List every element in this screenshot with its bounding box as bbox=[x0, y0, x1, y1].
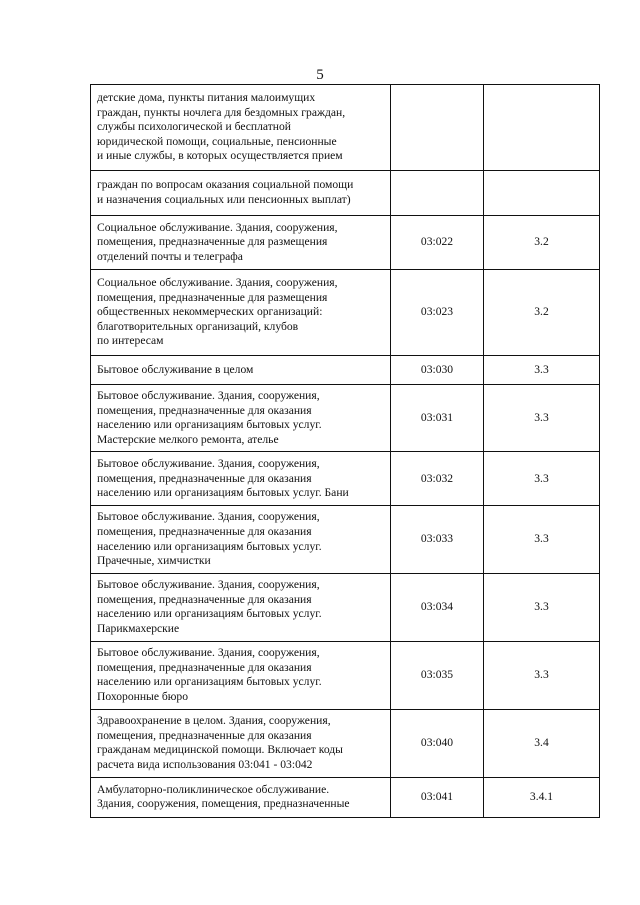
description-line: помещения, предназначенные для оказания bbox=[97, 471, 312, 485]
description-cell bbox=[91, 385, 391, 452]
description-line: Прачечные, химчистки bbox=[97, 554, 211, 568]
table-row bbox=[91, 641, 600, 709]
description-line: граждан, пункты ночлега для бездомных граждан, bbox=[97, 105, 346, 119]
classifier-number-cell: 3.4.1 bbox=[484, 777, 600, 817]
code-cell bbox=[391, 171, 484, 216]
description-line: Бытовое обслуживание. Здания, сооружения, bbox=[97, 510, 320, 524]
description-line: Бытовое обслуживание. Здания, сооружения, bbox=[97, 456, 320, 470]
table-row bbox=[91, 452, 600, 506]
classifier-number-cell: 3.3 bbox=[484, 356, 600, 385]
classifier-number-cell: 3.3 bbox=[484, 506, 600, 573]
description-line: населению или организациям бытовых услуг. bbox=[97, 418, 322, 432]
code-cell: 03:040 bbox=[391, 709, 484, 777]
classifier-number-cell: 3.3 bbox=[484, 385, 600, 452]
code-cell: 03:023 bbox=[391, 270, 484, 356]
description-line: помещения, предназначенные для размещения bbox=[97, 290, 328, 304]
table-row bbox=[91, 216, 600, 270]
description-line: детские дома, пункты питания малоимущих bbox=[97, 91, 316, 105]
description-line: общественных некоммерческих организаций: bbox=[97, 305, 323, 319]
description-line: Здравоохранение в целом. Здания, сооружения, bbox=[97, 714, 331, 728]
description-line: и иные службы, в которых осуществляется прием bbox=[97, 149, 343, 163]
description-line: Социальное обслуживание. Здания, сооружения, bbox=[97, 220, 338, 234]
classifier-number-cell: 3.3 bbox=[484, 573, 600, 641]
description-line: Мастерские мелкого ремонта, ателье bbox=[97, 432, 279, 446]
land-use-table bbox=[90, 84, 600, 818]
description-line: Парикмахерские bbox=[97, 621, 180, 635]
description-cell bbox=[91, 709, 391, 777]
code-cell: 03:033 bbox=[391, 506, 484, 573]
description-line: благотворительных организаций, клубов bbox=[97, 319, 299, 333]
description-line: Бытовое обслуживание. Здания, сооружения, bbox=[97, 578, 320, 592]
description-line: расчета вида использования 03:041 - 03:042 bbox=[97, 757, 313, 771]
description-cell bbox=[91, 506, 391, 573]
classifier-number-cell: 3.3 bbox=[484, 641, 600, 709]
description-line: населению или организациям бытовых услуг. bbox=[97, 607, 322, 621]
description-line: и назначения социальных или пенсионных выплат) bbox=[97, 193, 351, 206]
description-line: по интересам bbox=[97, 334, 164, 348]
table-row bbox=[91, 385, 600, 452]
table-row bbox=[91, 506, 600, 573]
description-line: населению или организациям бытовых услуг. Бани bbox=[97, 486, 349, 500]
description-cell bbox=[91, 270, 391, 356]
description-line: помещения, предназначенные для оказания bbox=[97, 660, 312, 674]
code-cell: 03:022 bbox=[391, 216, 484, 270]
description-cell bbox=[91, 641, 391, 709]
description-line: населению или организациям бытовых услуг. bbox=[97, 675, 322, 689]
description-line: Социальное обслуживание. Здания, сооружения, bbox=[97, 276, 338, 290]
page-number: 5 bbox=[316, 67, 324, 83]
description-cell bbox=[91, 216, 391, 270]
table-row bbox=[91, 777, 600, 817]
code-cell: 03:034 bbox=[391, 573, 484, 641]
classifier-number-cell: 3.3 bbox=[484, 452, 600, 506]
description-cell bbox=[91, 171, 391, 216]
description-line: Бытовое обслуживание. Здания, сооружения, bbox=[97, 389, 320, 402]
description-line: службы психологической и бесплатной bbox=[97, 120, 292, 134]
table-row bbox=[91, 356, 600, 385]
description-line: гражданам медицинской помощи. Включает коды bbox=[97, 743, 343, 757]
code-cell: 03:030 bbox=[391, 356, 484, 385]
code-cell bbox=[391, 85, 484, 171]
classifier-number-cell: 3.2 bbox=[484, 216, 600, 270]
description-line: Похоронные бюро bbox=[97, 689, 189, 703]
description-line: населению или организациям бытовых услуг. bbox=[97, 539, 322, 553]
table-row bbox=[91, 270, 600, 356]
classifier-number-cell: 3.4 bbox=[484, 709, 600, 777]
classifier-number-cell bbox=[484, 171, 600, 216]
table-row bbox=[91, 171, 600, 216]
description-line: отделений почты и телеграфа bbox=[97, 249, 243, 263]
table-row bbox=[91, 709, 600, 777]
description-line: граждан по вопросам оказания социальной помощи bbox=[97, 178, 354, 192]
classifier-number-cell bbox=[484, 85, 600, 171]
table-row bbox=[91, 573, 600, 641]
code-cell: 03:041 bbox=[391, 777, 484, 817]
description-cell bbox=[91, 777, 391, 817]
table-row bbox=[91, 85, 600, 171]
code-cell: 03:031 bbox=[391, 385, 484, 452]
description-cell bbox=[91, 85, 391, 171]
description-line: помещения, предназначенные для оказания bbox=[97, 524, 312, 538]
description-cell bbox=[91, 452, 391, 506]
description-line: помещения, предназначенные для оказания bbox=[97, 403, 312, 417]
classifier-number-cell: 3.2 bbox=[484, 270, 600, 356]
description-line: Бытовое обслуживание. Здания, сооружения, bbox=[97, 646, 320, 660]
description-line: Бытовое обслуживание в целом bbox=[97, 362, 254, 376]
description-cell bbox=[91, 573, 391, 641]
table-body bbox=[91, 85, 600, 818]
description-line: Амбулаторно-поликлиническое обслуживание. bbox=[97, 782, 330, 796]
code-cell: 03:032 bbox=[391, 452, 484, 506]
description-line: Здания, сооружения, помещения, предназначенные bbox=[97, 797, 350, 811]
description-line: юридической помощи, социальные, пенсионные bbox=[97, 134, 337, 148]
description-line: помещения, предназначенные для размещения bbox=[97, 235, 328, 249]
description-cell bbox=[91, 356, 391, 385]
description-line: помещения, предназначенные для оказания bbox=[97, 592, 312, 606]
code-cell: 03:035 bbox=[391, 641, 484, 709]
description-line: помещения, предназначенные для оказания bbox=[97, 728, 312, 742]
